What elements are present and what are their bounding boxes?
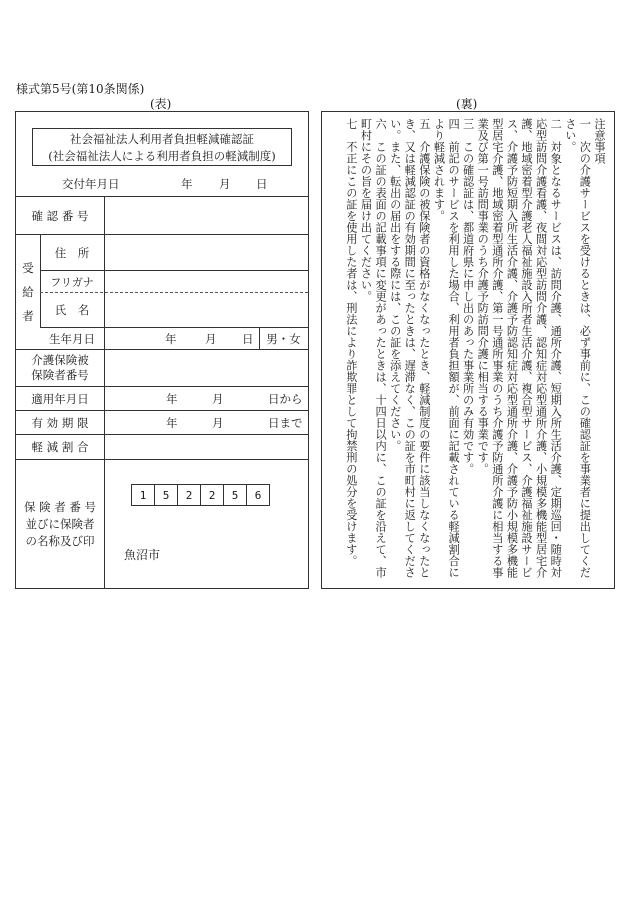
note-item: 二 対象となるサービスは、訪問介護、通所介護、短期入所生活介護、定期巡回・随時対応型訪問介護看護、夜間対応型訪問介護、認知症対応型通所介護、小規模多機能型居宅介護、地域密着型介護老人福祉施設入所者生活介護、複合型サービス、介護福祉施設サービス、介護予防短期入所生活介護、介護予防認知症対応型通所介護、介護予防小規模多機能型居宅介護、地域密着型通所介護、第一号通所事業のうち介護予防通所介護に相当する事業及び第一号訪問事業のうち介護予防訪問介護に相当する事業です。 <box>476 118 563 578</box>
recipient-label: 受 給 者 <box>22 261 34 323</box>
insurer-digit: 5 <box>223 484 247 506</box>
insurer-row <box>16 459 308 588</box>
birth-day-unit: 日 <box>242 332 254 346</box>
insured-number-row <box>16 349 308 386</box>
notes-block <box>343 118 606 580</box>
furigana-row <box>40 270 308 292</box>
validity-label: 有 効 期 限 <box>31 415 89 430</box>
reduction-row <box>16 434 308 459</box>
front-card <box>15 111 309 589</box>
note-item: 一 次の介護サービスを受けるときは、必ず事前に、この確認証を事業者に提出してください。 <box>563 118 592 578</box>
insurer-name: 魚沼市 <box>124 547 161 562</box>
back-side-label: (裏) <box>456 97 478 111</box>
name-field[interactable] <box>105 293 308 327</box>
valid-month-unit: 月 <box>212 415 224 430</box>
apply-date-row <box>16 386 308 410</box>
reduction-label: 軽 減 割 合 <box>31 440 89 454</box>
back-card <box>321 111 615 589</box>
cert-number-label: 確 認 番 号 <box>31 208 89 223</box>
form-title: 様式第5号(第10条関係) <box>16 82 145 96</box>
apply-from-unit: 日から <box>268 391 303 406</box>
note-item: 七 不正にこの証を使用した者は、刑法により詐欺罪として拘禁刑の処分を受けます。 <box>344 118 358 567</box>
issue-day-unit: 日 <box>256 177 268 191</box>
address-label: 住 所 <box>54 245 90 260</box>
issue-date-row <box>16 172 308 194</box>
name-label: 氏 名 <box>54 303 90 317</box>
birth-year-unit: 年 <box>165 332 177 346</box>
note-item: 六 この証の表面の記載事項に変更があったときは、十四日以内に、この証を沿えて、市町村にその旨を届け出てください。 <box>359 118 388 578</box>
recipient-block <box>16 234 308 349</box>
insurer-digit: 5 <box>154 484 178 506</box>
address-row <box>40 235 308 270</box>
insurer-digit: 2 <box>177 484 201 506</box>
note-item: 三 この確認証は、都道府県に申し出のあった事業所のみ有効です。 <box>461 118 475 475</box>
insured-number-field[interactable] <box>105 350 308 386</box>
valid-until-unit: 日まで <box>268 415 303 430</box>
issue-date-label: 交付年月日 <box>62 177 120 191</box>
issue-year-unit: 年 <box>181 177 193 191</box>
cert-number-field[interactable] <box>105 197 308 234</box>
issue-month-unit: 月 <box>219 177 231 191</box>
note-item: 五 介護保険の被保険者の資格がなくなったとき、軽減制度の要件に該当しなくなったとき、又は軽減認証の有効期間に至ったときは、遅滞なく、この証を市町村に返してください。また、転出の届出をする際には、この証を添えてください。 <box>388 118 431 578</box>
birth-date-label: 生年月日 <box>49 332 95 346</box>
apply-year-unit: 年 <box>166 391 178 406</box>
insurer-digit: 2 <box>200 484 224 506</box>
name-row <box>40 292 308 327</box>
notes-heading: 注意事項 <box>593 118 606 164</box>
note-item: 四 前記のサービスを利用した場合、利用者負担額が、前面に記載されている軽減割合により軽減されます。 <box>432 118 461 578</box>
address-field[interactable] <box>105 235 308 270</box>
insurer-number-boxes <box>132 484 270 506</box>
valid-year-unit: 年 <box>166 415 178 430</box>
card-title: 社会福祉法人利用者負担軽減確認証 <box>70 132 254 146</box>
insurer-digit: 1 <box>131 484 155 506</box>
card-subtitle: (社会福祉法人による利用者負担の軽減制度) <box>48 149 276 163</box>
insured-number-label: 介護保険被 保険者番号 <box>31 353 89 382</box>
insurer-digit: 6 <box>246 484 270 506</box>
apply-date-label: 適用年月日 <box>31 391 89 406</box>
birth-month-unit: 月 <box>205 332 217 346</box>
cert-number-row <box>16 196 308 234</box>
insurer-label: 保 険 者 番 号 並びに保険者 の名称及び印 <box>23 499 97 548</box>
furigana-label: フリガナ <box>50 275 94 289</box>
birth-date-row <box>40 327 308 350</box>
furigana-field[interactable] <box>105 271 308 292</box>
apply-month-unit: 月 <box>212 391 224 406</box>
card-title-box <box>32 128 292 166</box>
validity-row <box>16 410 308 434</box>
gender-options[interactable]: 男・女 <box>266 332 301 346</box>
reduction-field[interactable] <box>105 435 308 459</box>
front-side-label: (表) <box>150 97 172 111</box>
